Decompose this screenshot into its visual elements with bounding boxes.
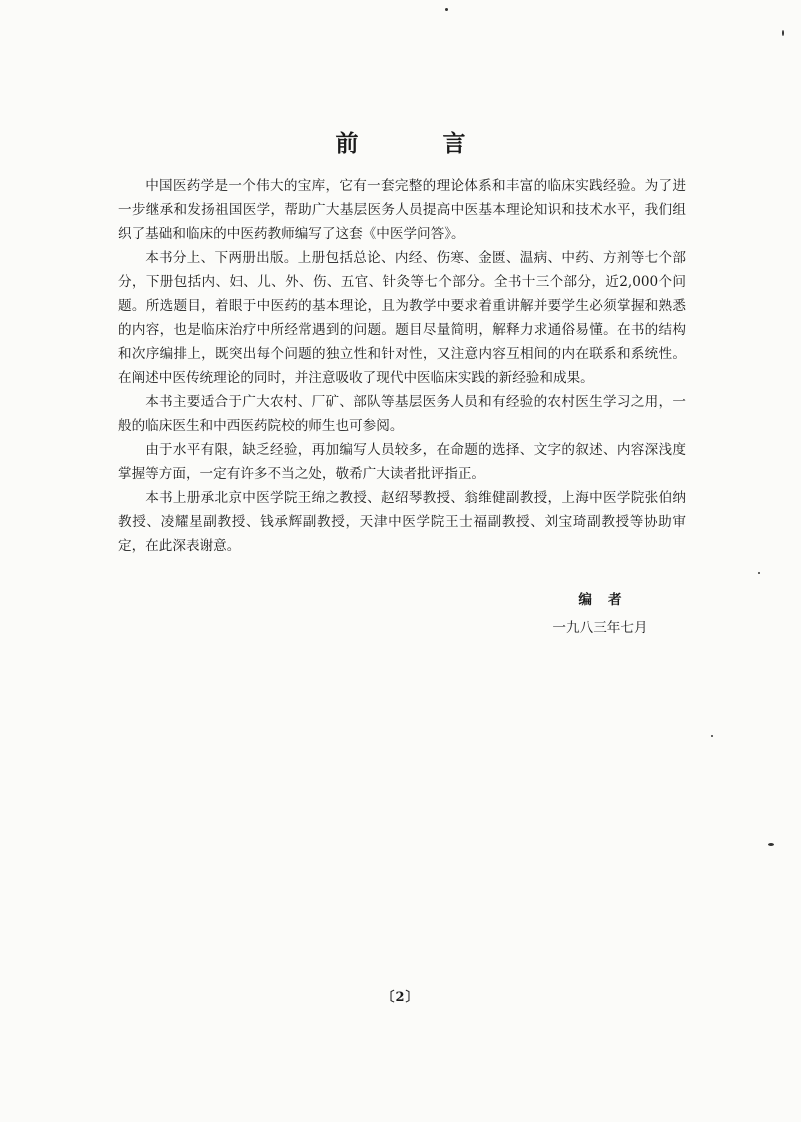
scan-speck (445, 8, 448, 11)
paragraph-4: 由于水平有限，缺乏经验，再加编写人员较多，在命题的选择、文字的叙述、内容深浅度掌握等方面，一定有许多不当之处，敬希广大读者批评指正。 (118, 442, 686, 482)
preface-body (118, 174, 686, 558)
page-number: 〔2〕 (381, 990, 420, 1005)
paragraph-1: 中国医药学是一个伟大的宝库，它有一套完整的理论体系和丰富的临床实践经验。为了进一步继承和发扬祖国医学，帮助广大基层医务人员提高中医基本理论知识和技术水平，我们组织了基础和临床的中医药教师编写了这套《中医学问答》。 (118, 178, 686, 242)
scan-speck (768, 843, 774, 846)
paragraph-3: 本书主要适合于广大农村、厂矿、部队等基层医务人员和有经验的农村医生学习之用，一般的临床医生和中西医药院校的师生也可参阅。 (118, 394, 686, 434)
paragraph-2: 本书分上、下两册出版。上册包括总论、内经、伤寒、金匮、温病、中药、方剂等七个部分，下册包括内、妇、儿、外、伤、五官、针灸等七个部分。全书十三个部分，近2,000个问题。所选题目，着眼于中医药的基本理论，且为教学中要求着重讲解并要学生必须掌握和熟悉的内容，也是临床治疗中所经常遇到的问题。题目尽量简明，解释力求通俗易懂。在书的结构和次序编排上，既突出每个问题的独立性和针对性，又注意内容互相间的内在联系和系统性。在阐述中医传统理论的同时，并注意吸收了现代中医临床实践的新经验和成果。 (118, 250, 686, 386)
signature-block (540, 588, 660, 640)
author-signature: 编者 (578, 592, 638, 608)
scan-speck (758, 572, 760, 574)
signature-date: 一九八三年七月 (552, 620, 648, 636)
page-title: 前 言 (335, 130, 504, 157)
paragraph-5: 本书上册承北京中医学院王绵之教授、赵绍琴教授、翁维健副教授，上海中医学院张伯纳教授、凌耀星副教授、钱承辉副教授，天津中医学院王士福副教授、刘宝琦副教授等协助审定，在此深表谢意。 (118, 490, 686, 554)
scan-speck (711, 735, 713, 737)
scan-speck (782, 30, 784, 36)
